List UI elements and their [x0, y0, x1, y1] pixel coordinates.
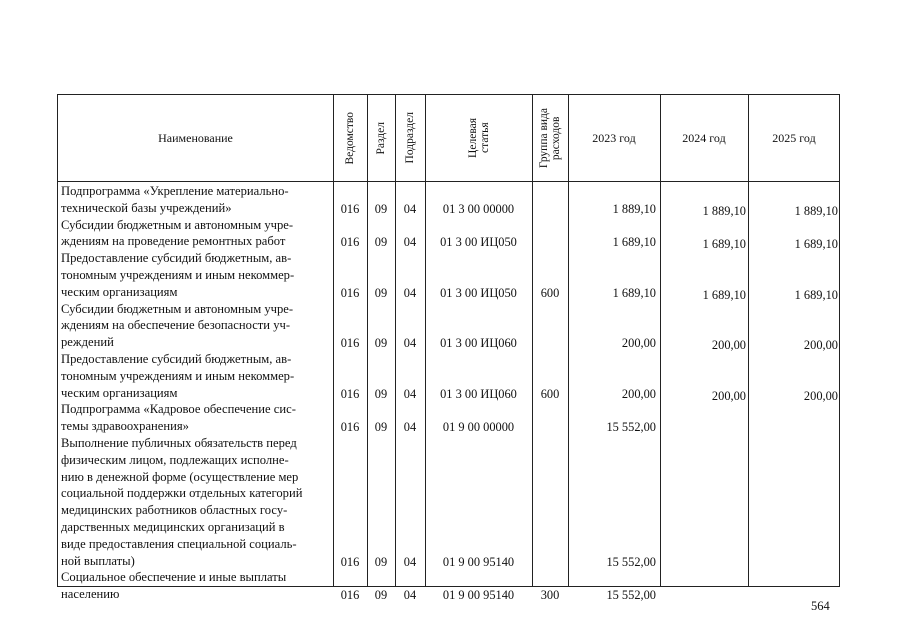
cell-razd: 09 [374, 235, 388, 250]
header-celevaya [425, 95, 532, 181]
header-2024-label: 2024 год [682, 130, 726, 145]
cell-vr: 600 [540, 386, 560, 401]
cell-cs: 01 3 00 ИЦ050 [440, 285, 517, 300]
cell-y2023: 15 552,00 [606, 588, 656, 603]
row-name-line: физическим лицом, подлежащих исполне- [61, 452, 289, 467]
cell-razd: 09 [374, 336, 388, 351]
cell-y2025: 200,00 [803, 338, 838, 353]
row-name-line: тономным учреждениям и иным некоммер- [61, 368, 295, 383]
row-name [61, 217, 331, 251]
cell-y2024: 1 889,10 [702, 203, 746, 218]
row-name-line: нию в денежной форме (осуществление мер [61, 469, 299, 484]
cell-razd: 09 [374, 588, 388, 603]
cell-razd: 09 [374, 201, 388, 216]
row-name-line: медицинских работников областных госу- [61, 503, 288, 518]
row-name-line: Социальное обеспечение и иные выплаты [61, 570, 287, 585]
row-name-line: Подпрограмма «Укрепление материально- [61, 184, 289, 198]
cell-vr: 300 [540, 588, 560, 603]
row-name [61, 351, 331, 401]
cell-cs: 01 3 00 ИЦ060 [440, 386, 517, 401]
header-gruppa-line2: расходов [550, 116, 562, 160]
cell-y2023: 15 552,00 [606, 420, 656, 435]
header-2024 [660, 95, 748, 181]
cell-razd: 09 [374, 386, 388, 401]
row-name-line: ческим организациям [61, 385, 178, 400]
cell-cs: 01 9 00 00000 [442, 420, 515, 435]
cell-y2025: 1 889,10 [794, 203, 838, 218]
cell-podr: 04 [403, 235, 417, 250]
row-name-line: дарственных медицинских организаций в [61, 519, 285, 534]
cell-y2023: 200,00 [621, 386, 656, 401]
row-name-line: Подпрограмма «Кадровое обеспечение сис- [61, 402, 296, 417]
row-name [61, 401, 331, 435]
row-name-line: темы здравоохранения» [61, 419, 189, 434]
cell-podr: 04 [403, 386, 417, 401]
header-divider [58, 181, 839, 182]
cell-cs: 01 3 00 ИЦ060 [440, 336, 517, 351]
row-name [61, 435, 331, 569]
header-gruppa-line1: Группа вида [538, 107, 550, 169]
row-name [61, 301, 331, 351]
row-name [61, 250, 331, 300]
header-2025-label: 2025 год [772, 130, 816, 145]
cell-ved: 016 [340, 588, 360, 603]
cell-ved: 016 [340, 336, 360, 351]
row-name [61, 569, 331, 603]
header-gruppa [532, 95, 568, 181]
cell-cs: 01 3 00 00000 [442, 201, 515, 216]
cell-cs: 01 3 00 ИЦ050 [440, 235, 517, 250]
cell-razd: 09 [374, 285, 388, 300]
cell-ved: 016 [340, 386, 360, 401]
cell-podr: 04 [403, 588, 417, 603]
row-name [61, 183, 331, 217]
cell-y2023: 200,00 [621, 336, 656, 351]
row-name-line: виде предоставления специальной социаль- [61, 536, 297, 551]
cell-y2025: 1 689,10 [794, 287, 838, 302]
row-name-line: Субсидии бюджетным и автономным учре- [61, 217, 294, 232]
header-name-label: Наименование [158, 130, 233, 145]
header-celevaya-label [467, 118, 491, 158]
row-name-line: ческим организациям [61, 284, 178, 299]
cell-ved: 016 [340, 554, 360, 569]
cell-ved: 016 [340, 420, 360, 435]
page-number: 564 [811, 599, 830, 613]
header-razdel-label: Раздел [375, 121, 387, 155]
cell-y2024: 200,00 [711, 338, 746, 353]
cell-cs: 01 9 00 95140 [442, 588, 515, 603]
cell-y2024: 200,00 [711, 388, 746, 403]
row-name-line: Предоставление субсидий бюджетным, ав- [61, 251, 292, 266]
header-razdel [367, 95, 395, 181]
row-name-line: ждениям на проведение ремонтных работ [61, 234, 286, 249]
cell-ved: 016 [340, 201, 360, 216]
cell-y2023: 1 689,10 [612, 235, 656, 250]
header-name [58, 95, 333, 181]
row-name-line: ждениям на обеспечение безопасности уч- [61, 318, 291, 333]
row-name-line: реждений [61, 335, 114, 350]
row-name-line: Выполнение публичных обязательств перед [61, 436, 297, 450]
row-name-line: технической базы учреждений» [61, 200, 232, 215]
header-celevaya-line1: Целевая [466, 118, 479, 158]
cell-podr: 04 [403, 201, 417, 216]
cell-y2025: 1 689,10 [794, 237, 838, 252]
header-2023-label: 2023 год [592, 130, 636, 145]
row-name-line: Предоставление субсидий бюджетным, ав- [61, 352, 292, 366]
header-gruppa-label [538, 108, 562, 168]
cell-razd: 09 [374, 554, 388, 569]
header-celevaya-line2: статья [478, 122, 491, 154]
cell-y2023: 15 552,00 [606, 554, 656, 569]
header-vedomstvo-label: Ведомство [344, 111, 356, 165]
header-podrazdel-label: Подраздел [404, 112, 416, 164]
cell-podr: 04 [403, 336, 417, 351]
row-name-line: ной выплаты) [61, 553, 135, 568]
header-podrazdel [395, 95, 425, 181]
cell-y2023: 1 689,10 [612, 285, 656, 300]
header-2023 [568, 95, 660, 181]
cell-y2023: 1 889,10 [612, 201, 656, 216]
row-name-line: тономным учреждениям и иным некоммер- [61, 267, 295, 282]
cell-y2024: 1 689,10 [702, 237, 746, 252]
cell-podr: 04 [403, 285, 417, 300]
row-name-line: социальной поддержки отдельных категорий [61, 486, 303, 501]
header-2025 [748, 95, 840, 181]
cell-podr: 04 [403, 420, 417, 435]
cell-podr: 04 [403, 554, 417, 569]
cell-y2024: 1 689,10 [702, 287, 746, 302]
row-name-line: Субсидии бюджетным и автономным учре- [61, 301, 294, 316]
cell-vr: 600 [540, 285, 560, 300]
row-name-line: населению [61, 587, 120, 602]
cell-cs: 01 9 00 95140 [442, 554, 515, 569]
cell-ved: 016 [340, 235, 360, 250]
budget-table [57, 94, 840, 603]
cell-y2025: 200,00 [803, 388, 838, 403]
cell-razd: 09 [374, 420, 388, 435]
cell-ved: 016 [340, 285, 360, 300]
header-vedomstvo [333, 95, 367, 181]
